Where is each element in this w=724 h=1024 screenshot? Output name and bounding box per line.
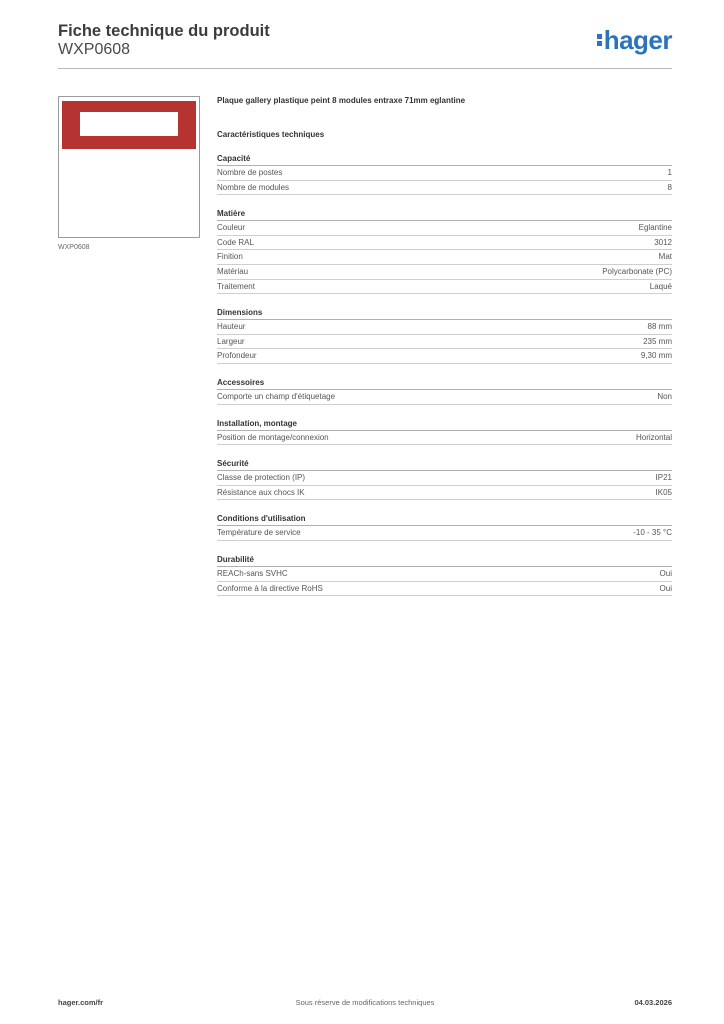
spec-label: Classe de protection (IP)	[217, 473, 306, 483]
spec-sections	[217, 154, 672, 596]
section-title: Dimensions	[217, 308, 672, 320]
logo-text: hager	[603, 25, 672, 55]
page-header	[58, 21, 672, 69]
spec-row	[217, 390, 672, 405]
spec-value: Mat	[658, 252, 672, 262]
section-title: Conditions d'utilisation	[217, 514, 672, 526]
spec-row	[217, 567, 672, 582]
spec-value: 8	[667, 182, 672, 192]
spec-label: Finition	[217, 252, 243, 262]
spec-value: Eglantine	[638, 223, 672, 233]
spec-value: 235 mm	[643, 336, 672, 346]
spec-value: Non	[657, 391, 672, 401]
spec-section	[217, 154, 672, 195]
product-image	[58, 96, 200, 238]
spec-row	[217, 431, 672, 446]
spec-label: Profondeur	[217, 351, 257, 361]
footer-date: 04.03.2026	[634, 998, 672, 1007]
logo-dots-icon	[597, 32, 602, 48]
spec-value: 88 mm	[647, 322, 672, 332]
spec-section	[217, 378, 672, 405]
plate-illustration	[62, 101, 196, 149]
spec-value: -10 - 35 °C	[633, 528, 672, 538]
spec-row	[217, 471, 672, 486]
spec-row	[217, 526, 672, 541]
spec-heading: Caractéristiques techniques	[217, 130, 325, 139]
spec-row	[217, 280, 672, 295]
spec-label: Traitement	[217, 281, 255, 291]
spec-value: 3012	[654, 237, 672, 247]
spec-value: Laqué	[649, 281, 672, 291]
spec-label: Conforme à la directive RoHS	[217, 583, 323, 593]
spec-value: IK05	[655, 487, 672, 497]
spec-row	[217, 320, 672, 335]
spec-content	[217, 96, 672, 596]
hager-logo	[597, 27, 672, 53]
spec-label: Code RAL	[217, 237, 254, 247]
spec-label: Résistance aux chocs IK	[217, 487, 305, 497]
footer-disclaimer: Sous réserve de modifications techniques	[295, 998, 435, 1007]
spec-row	[217, 166, 672, 181]
spec-value: Oui	[659, 568, 672, 578]
spec-row	[217, 582, 672, 597]
spec-label: Largeur	[217, 336, 245, 346]
spec-section	[217, 555, 672, 596]
spec-label: Hauteur	[217, 322, 246, 332]
section-title: Sécurité	[217, 459, 672, 471]
spec-label: Matériau	[217, 266, 249, 276]
spec-label: Température de service	[217, 528, 301, 538]
spec-row	[217, 221, 672, 236]
spec-label: Nombre de modules	[217, 182, 290, 192]
product-reference: WXP0608	[58, 41, 131, 58]
spec-label: Couleur	[217, 223, 246, 233]
section-title: Capacité	[217, 154, 672, 166]
spec-row	[217, 181, 672, 196]
spec-value: Horizontal	[635, 432, 672, 442]
spec-section	[217, 419, 672, 446]
spec-section	[217, 209, 672, 294]
spec-row	[217, 265, 672, 280]
spec-value: Polycarbonate (PC)	[602, 266, 672, 276]
section-title: Matière	[217, 209, 672, 221]
spec-label: Comporte un champ d'étiquetage	[217, 391, 336, 401]
plate-window	[80, 112, 178, 136]
section-title: Accessoires	[217, 378, 672, 390]
spec-section	[217, 459, 672, 500]
spec-section	[217, 308, 672, 364]
spec-section	[217, 514, 672, 541]
spec-value: 1	[667, 168, 672, 177]
spec-label: Position de montage/connexion	[217, 432, 329, 442]
image-caption: WXP0608	[58, 244, 90, 251]
spec-label: REACh-sans SVHC	[217, 568, 288, 578]
spec-value: Oui	[659, 583, 672, 593]
spec-row	[217, 250, 672, 265]
product-name: Plaque gallery plastique peint 8 modules entraxe 71mm eglantine	[217, 96, 466, 105]
header-divider	[58, 68, 672, 69]
page-title: Fiche technique du produit	[58, 22, 270, 40]
section-title: Durabilité	[217, 555, 672, 567]
spec-label: Nombre de postes	[217, 168, 283, 177]
spec-row	[217, 486, 672, 501]
spec-row	[217, 236, 672, 251]
section-title: Installation, montage	[217, 419, 672, 431]
spec-value: IP21	[655, 473, 672, 483]
footer-website[interactable]: hager.com/fr	[58, 998, 104, 1007]
spec-row	[217, 335, 672, 350]
spec-row	[217, 349, 672, 364]
spec-value: 9,30 mm	[640, 351, 672, 361]
